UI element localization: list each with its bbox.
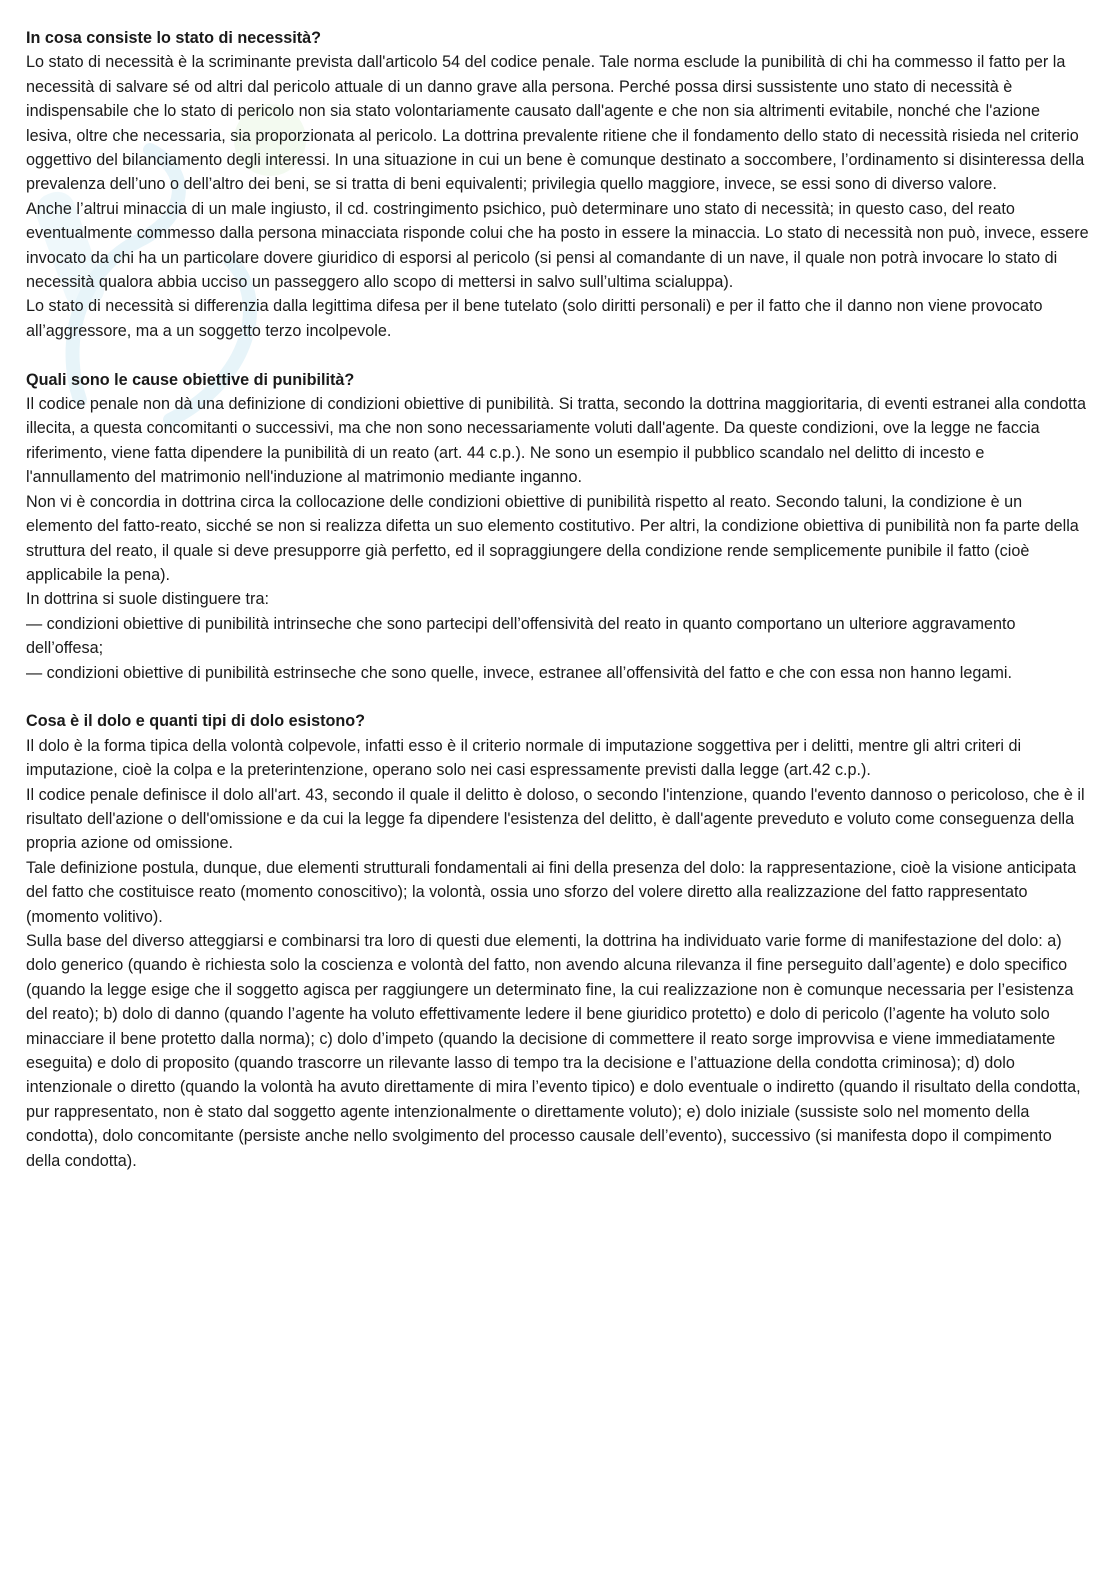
section-stato-necessita xyxy=(26,26,1090,343)
list-item: — condizioni obiettive di punibilità estrinseche che sono quelle, invece, estranee all’offensività del fatto e che con essa non hanno legami. xyxy=(26,663,1012,682)
paragraph: In dottrina si suole distinguere tra: xyxy=(26,590,269,609)
paragraph: Sulla base del diverso atteggiarsi e combinarsi tra loro di questi due elementi, la dottrina ha individuato varie forme di manifestazione del dolo: a) dolo generico (quando è richiesta solo la coscienza e volontà del fatto, non avendo alcuna rilevanza il fine perseguito dall’agente) e dolo specifico (quando la legge esige che il soggetto agisca per raggiungere un determinato fine, la cui realizzazione non è comunque necessaria per l’esistenza del reato); b) dolo di danno (quando l’agente ha voluto effettivamente ledere il bene giuridico protetto) e dolo di pericolo (l’agente ha voluto solo minacciare il bene protetto dalla norma); c) dolo d’impeto (quando la decisione di commettere il reato sorge improvvisa e viene immediatamente eseguita) e dolo di proposito (quando trascorre un rilevante lasso di tempo tra la decisione e l’attuazione della condotta criminosa); d) dolo intenzionale o diretto (quando la volontà ha avuto direttamente di mira l’evento tipico) e dolo eventuale o indiretto (quando il risultato della condotta, pur rappresentato, non è stato dal soggetto agente intenzionalmente o direttamente voluto); e) dolo iniziale (sussiste solo nel momento della condotta), dolo concomitante (persiste anche nello svolgimento del processo causale dell’evento), successivo (si manifesta dopo il compimento della condotta). xyxy=(26,932,1081,1170)
paragraph: Il codice penale non dà una definizione di condizioni obiettive di punibilità. Si tratta, secondo la dottrina maggioritaria, di eventi estranei alla condotta illecita, a questa concomitanti o successivi, ma che non sono necessariamente voluti dall'agente. Da queste condizioni, ove la legge ne faccia riferimento, viene fatta dipendere la punibilità di un reato (art. 44 c.p.). Ne sono un esempio il pubblico scandalo nel delitto di incesto e l'annullamento del matrimonio nell'induzione al matrimonio mediante inganno. xyxy=(26,395,1087,487)
list-item: — condizioni obiettive di punibilità intrinseche che sono partecipi dell’offensività del reato in quanto comportano un ulteriore aggravamento dell’offesa; xyxy=(26,614,1016,658)
section-heading: Quali sono le cause obiettive di punibilità? xyxy=(26,370,355,389)
section-cause-obiettive xyxy=(26,368,1090,685)
section-dolo xyxy=(26,709,1090,1173)
paragraph: Lo stato di necessità si differenzia dalla legittima difesa per il bene tutelato (solo diritti personali) e per il fatto che il danno non viene provocato all’aggressore, ma a un soggetto terzo incolpevole. xyxy=(26,297,1043,340)
paragraph: Il codice penale definisce il dolo all'art. 43, secondo il quale il delitto è doloso, o secondo l'intenzione, quando l'evento dannoso o pericoloso, che è il risultato dell'azione o dell'omissione e da cui la legge fa dipendere l'esistenza del delitto, è dall'agente preveduto e voluto come conseguenza della propria azione od omissione. xyxy=(26,785,1085,853)
paragraph: Lo stato di necessità è la scriminante prevista dall'articolo 54 del codice penale. Tale norma esclude la punibilità di chi ha commesso il fatto per la necessità di salvare sé od altri dal pericolo attuale di un danno grave alla persona. Perché possa dirsi sussistente uno stato di necessità è indispensabile che lo stato di pericolo non sia stato volontariamente causato dall'agente e che non sia altrimenti evitabile, nonché che l'azione lesiva, oltre che necessaria, sia proporzionata al pericolo. La dottrina prevalente ritiene che il fondamento dello stato di necessità risieda nel criterio oggettivo del bilanciamento degli interessi. In una situazione in cui un bene è comunque destinato a soccombere, l’ordinamento si disinteressa della prevalenza dell’uno o dell’altro dei beni, se si tratta di beni equivalenti; privilegia quello maggiore, invece, se essi sono di diverso valore. xyxy=(26,53,1085,194)
section-heading: Cosa è il dolo e quanti tipi di dolo esistono? xyxy=(26,712,366,731)
paragraph: Il dolo è la forma tipica della volontà colpevole, infatti esso è il criterio normale di imputazione soggettiva per i delitti, mentre gli altri criteri di imputazione, cioè la colpa e la preterintenzione, operano solo nei casi espressamente previsti dalla legge (art.42 c.p.). xyxy=(26,736,1022,780)
section-heading: In cosa consiste lo stato di necessità? xyxy=(26,29,322,47)
paragraph: Anche l’altrui minaccia di un male ingiusto, il cd. costringimento psichico, può determinare uno stato di necessità; in questo caso, del reato eventualmente commesso dalla persona minacciata risponde colui che ha posto in essere la minaccia. Lo stato di necessità non può, invece, essere invocato da chi ha un particolare dovere giuridico di esporsi al pericolo (si pensi al comandante di un nave, il quale non potrà invocare lo stato di necessità qualora abbia ucciso un passeggero allo scopo di mettersi in salvo sull’ultima scialuppa). xyxy=(26,199,1089,292)
paragraph: Tale definizione postula, dunque, due elementi strutturali fondamentali ai fini della presenza del dolo: la rappresentazione, cioè la visione anticipata del fatto che costituisce reato (momento conoscitivo); la volontà, ossia uno sforzo del volere diretto alla realizzazione del fatto rappresentato (momento volitivo). xyxy=(26,858,1077,926)
paragraph: Non vi è concordia in dottrina circa la collocazione delle condizioni obiettive di punibilità rispetto al reato. Secondo taluni, la condizione è un elemento del fatto-reato, sicché se non si realizza difetta un suo elemento costitutivo. Per altri, la condizione obiettiva di punibilità non fa parte della struttura del reato, il quale si deve presupporre già perfetto, ed il sopraggiungere della condizione rende semplicemente punibile il fatto (cioè applicabile la pena). xyxy=(26,492,1079,584)
document-page xyxy=(26,26,1090,1197)
